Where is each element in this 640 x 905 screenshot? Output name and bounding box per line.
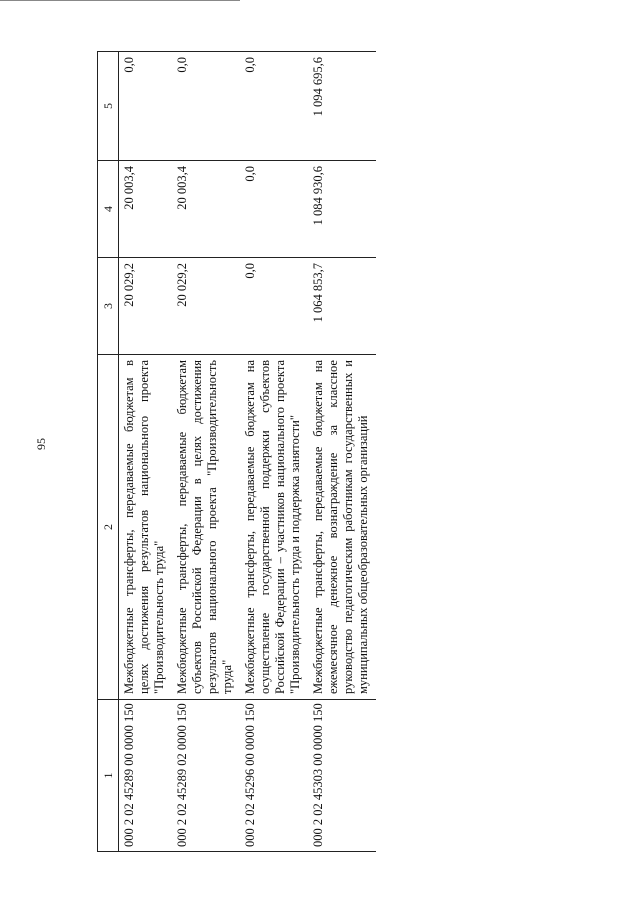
value-col-5: 1 094 695,6 xyxy=(308,52,376,161)
budget-table xyxy=(97,51,376,852)
page-number: 95 xyxy=(34,438,48,450)
value-col-3: 1 064 853,7 xyxy=(308,258,376,355)
col-header-4: 4 xyxy=(98,161,119,258)
value-col-3: 20 029,2 xyxy=(119,258,173,355)
value-col-4: 1 084 930,6 xyxy=(308,161,376,258)
table-row xyxy=(240,52,308,852)
table-row xyxy=(119,52,173,852)
scan-top-edge xyxy=(0,0,240,1)
value-col-4: 20 003,4 xyxy=(119,161,173,258)
item-name: Межбюджетные трансферты, передаваемые бюджетам в целях достижения результатов национального проекта "Производительность труда" xyxy=(119,355,173,700)
budget-code: 000 2 02 45289 00 0000 150 xyxy=(119,700,173,852)
value-col-5: 0,0 xyxy=(119,52,173,161)
value-col-4: 20 003,4 xyxy=(172,161,240,258)
budget-code: 000 2 02 45296 00 0000 150 xyxy=(240,700,308,852)
table-row xyxy=(172,52,240,852)
header-row xyxy=(98,52,119,852)
item-name: Межбюджетные трансферты, передаваемые бюджетам на осуществление государственной поддержки субъектов Российской Федерации – участников национального проекта "Производительность труда и поддержка занятости" xyxy=(240,355,308,700)
value-col-3: 0,0 xyxy=(240,258,308,355)
col-header-1: 1 xyxy=(98,700,119,852)
value-col-5: 0,0 xyxy=(240,52,308,161)
item-name: Межбюджетные трансферты, передаваемые бюджетам на ежемесячное денежное вознаграждение за классное руководство педагогическим работникам государственных и муниципальных общеобразовательных организаций xyxy=(308,355,376,700)
col-header-5: 5 xyxy=(98,52,119,161)
col-header-3: 3 xyxy=(98,258,119,355)
item-name: Межбюджетные трансферты, передаваемые бюджетам субъектов Российской Федерации в целях достижения результатов национального проекта "Производительность труда" xyxy=(172,355,240,700)
value-col-4: 0,0 xyxy=(240,161,308,258)
table-row xyxy=(308,52,376,852)
value-col-5: 0,0 xyxy=(172,52,240,161)
rotated-page xyxy=(97,52,497,852)
budget-code: 000 2 02 45303 00 0000 150 xyxy=(308,700,376,852)
col-header-2: 2 xyxy=(98,355,119,700)
value-col-3: 20 029,2 xyxy=(172,258,240,355)
budget-code: 000 2 02 45289 02 0000 150 xyxy=(172,700,240,852)
